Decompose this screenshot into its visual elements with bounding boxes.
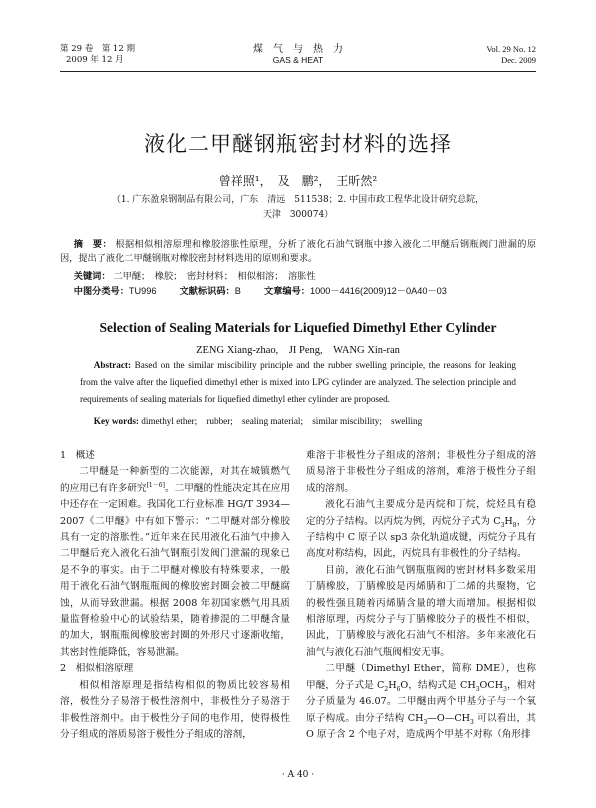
doc-code-label: 文献标识码： <box>179 286 235 296</box>
classification-line <box>60 283 536 297</box>
paragraph-text: O，结构式是 CH <box>400 679 476 691</box>
paragraph <box>306 497 536 563</box>
affiliation-line: 天津 300074） <box>262 210 334 220</box>
abstract-zh <box>60 238 536 266</box>
abstract-label-zh: 摘 要： <box>73 239 113 250</box>
affiliation-line: （1. 广东盈泉钢制品有限公司，广东 清远 511538；2. 中国市政工程华北设计研究总院， <box>111 195 485 205</box>
keywords-text-zh: 二甲醚； 橡胶； 密封材料； 相似相溶； 溶胀性 <box>113 271 316 282</box>
volume-issue-en: Vol. 29 No. 12 <box>486 44 536 54</box>
body-column-left <box>60 448 290 743</box>
paragraph-text: 二甲醚是一种新型的二次能源，对其在城镇燃气的应用已有许多研究 <box>60 466 290 494</box>
paragraph-text: 液化石油气主要成分是丙烷和丁烷，烷烃具有稳定的分子结构。以丙烷为例，丙烷分子式为 C <box>306 499 536 527</box>
keywords-en <box>80 413 516 427</box>
subscript: 3 <box>423 718 428 726</box>
article-title-en: Selection of Sealing Materials for Liquefied Dimethyl Ether Cylinder <box>99 320 497 335</box>
article-title-zh: 液化二甲醚钢瓶密封材料的选择 <box>144 132 452 156</box>
authors-zh: 曾祥照¹， 及 鹏²， 王昕然² <box>218 174 378 188</box>
paragraph-text: ，相对分子质量为 46.07。二甲醚由两个甲基分子与一个氧原子构成。由分子结构 CH <box>306 679 537 724</box>
keywords-label-en: Key words: <box>93 416 139 426</box>
section-heading: 2 相似相溶原理 <box>60 663 134 675</box>
subscript: 3 <box>500 521 505 529</box>
page-number: · A 40 · <box>281 770 315 780</box>
subscript: 8 <box>512 521 517 529</box>
subscript: 3 <box>503 685 507 693</box>
paragraph-text: 。二甲醚的性能决定其在应用中还存在一定困难。我国化工行业标准 HG/T 3934—2007《二甲醚》中有如下警示：“二甲醚对部分橡胶具有一定的溶胀性。”近年来在民用液化石油气中掺入二甲醚后充入液化石油气钢瓶引发阀门泄漏的现象已是不争的事实。由于二甲醚对橡胶有特殊要求，一般用于液化石油气钢瓶瓶阀的橡胶密封圈会被二甲醚腐蚀，从而导致泄漏。根据 2008 年初国家燃气用具质量监督检验中心的试验结果，随着掺混的二甲醚含量的加大，钢瓶瓶阀橡胶密封圈的外形尺寸逐渐收缩，其密封性能降低，容易泄漏。 <box>60 482 291 658</box>
paragraph: 相似相溶原理是指结构相似的物质比较容易相溶，极性分子易溶于极性溶剂中，非极性分子易溶于非极性溶剂中。由于极性分子间的电作用，使得极性分子组成的溶质易溶于极性分子组成的溶剂， <box>60 679 290 740</box>
citation: [1－6] <box>146 481 165 489</box>
journal-name-zh: 煤 气 与 热 力 <box>253 44 343 55</box>
body-column-right <box>306 448 536 743</box>
paragraph <box>306 661 536 743</box>
subscript: 2 <box>384 685 389 693</box>
clc-value: TU996 <box>128 286 157 296</box>
volume-issue-zh: 第 29 卷 第 12 期 <box>60 44 135 54</box>
clc-label: 中图分类号： <box>73 286 129 296</box>
abstract-text-zh: 根据相似相溶原理和橡胶溶胀性原理，分析了液化石油气钢瓶中掺入液化二甲醚后钢瓶阀门泄漏的原因，提出了液化二甲醚钢瓶对橡胶密封材料选用的原则和要求。 <box>60 239 537 264</box>
abstract-label-en: Abstract: <box>93 360 132 370</box>
paragraph-text: 可以看出，其 O 原子含 2 个电子对，造成两个甲基不对称（角形排 <box>306 712 536 740</box>
paragraph-text: —O—CH <box>427 712 471 724</box>
keywords-label-zh: 关键词： <box>73 271 111 282</box>
keywords-text-en: dimethyl ether; rubber; sealing material; similar miscibility; swelling <box>141 416 423 426</box>
section-heading: 1 概述 <box>60 450 95 461</box>
date-en: Dec. 2009 <box>501 55 536 65</box>
abstract-en <box>80 357 516 408</box>
date-zh: 2009 年 12 月 <box>66 55 124 65</box>
paragraph-text: H <box>504 515 513 527</box>
doc-code-value: B <box>234 286 241 296</box>
paragraph <box>60 464 290 661</box>
article-number-value: 1000－4416(2009)12－0A40－03 <box>309 286 447 296</box>
paragraph-text: H <box>388 679 397 691</box>
running-header-right <box>486 44 536 66</box>
abstract-text-en: Based on the similar miscibility principle and the rubber swelling principle, the reasons for leaking from the valve after the liquefied dimethyl ether is mixed into LPG cylinder are analyzed. The selection principle and requirements of sealing materials for liquefied dimethyl ether cylinder are proposed. <box>80 360 516 404</box>
journal-name-en: GAS & HEAT <box>272 55 324 65</box>
authors-en: ZENG Xiang-zhao, JI Peng, WANG Xin-ran <box>196 345 400 356</box>
header-rule <box>60 71 536 72</box>
paragraph-text: ，分子结构中 C 原子以 sp3 杂化轨道成键，丙烷分子具有高度对称结构，因此，丙烷具有非极性的分子结构。 <box>306 515 537 560</box>
paragraph-text: OCH <box>479 679 504 691</box>
subscript: 3 <box>470 718 474 726</box>
article-number-label: 文章编号： <box>264 286 310 296</box>
subscript: 3 <box>475 685 480 693</box>
affiliations-zh <box>90 193 506 223</box>
paragraph: 难溶于非极性分子组成的溶剂；非极性分子组成的溶质易溶于非极性分子组成的溶剂，难溶于极性分子组成的溶剂。 <box>306 450 536 494</box>
subscript: 6 <box>396 685 401 693</box>
paragraph-text: 二甲醚（Dimethyl Ether，简称 DME），也称甲醚，分子式是 C <box>306 663 536 691</box>
keywords-zh <box>60 268 536 282</box>
paragraph: 目前，液化石油气钢瓶瓶阀的密封材料多数采用丁腈橡胶，丁腈橡胶是丙烯腈和丁二烯的共聚物，它的极性强且随着丙烯腈含量的增大而增加。根据相似相溶原理，丙烷分子与丁腈橡胶分子的极性不相似，因此，丁腈橡胶与液化石油气不相溶。多年来液化石油气与液化石油气瓶阀相安无事。 <box>306 564 536 658</box>
